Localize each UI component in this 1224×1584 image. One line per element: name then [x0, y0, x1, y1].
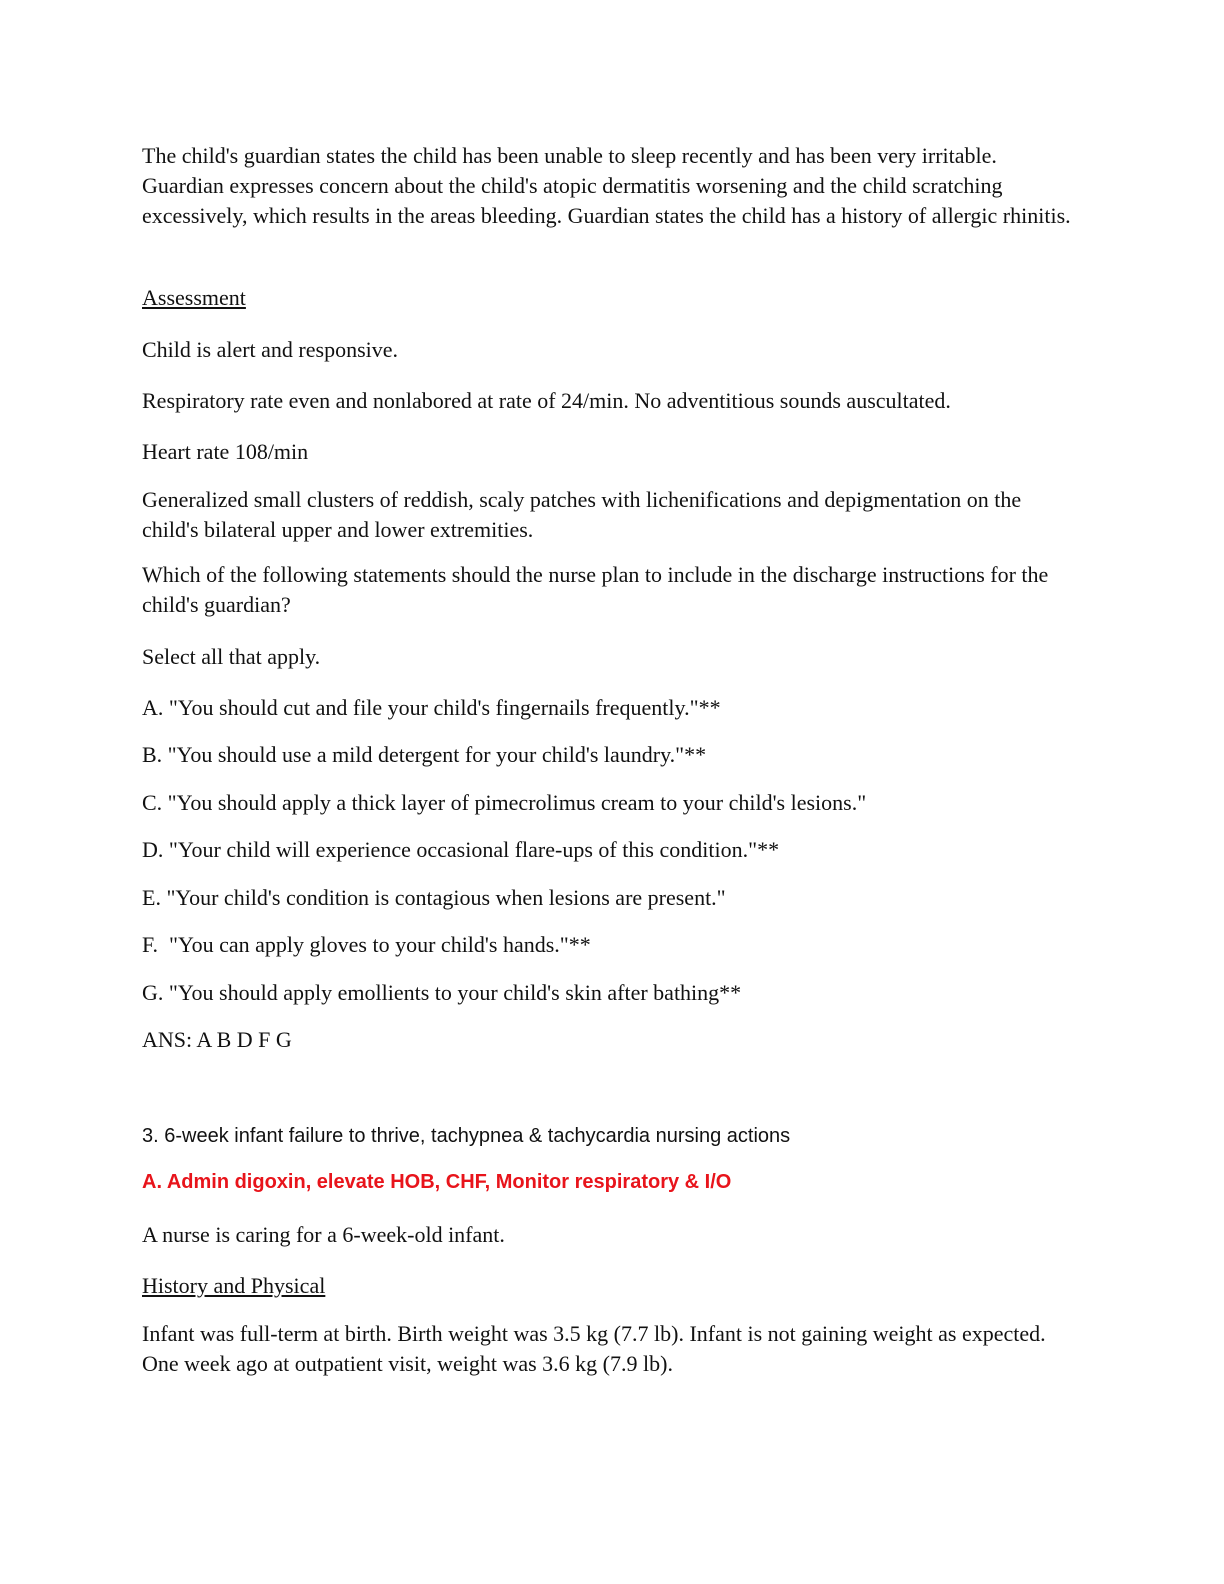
assessment-respiratory: Respiratory rate even and nonlabored at rate of 24/min. No adventitious sounds auscultated. [142, 388, 951, 413]
assessment-skin: Generalized small clusters of reddish, scaly patches with lichenifications and depigmentation on the child's bilateral upper and lower extremities. [142, 487, 1022, 542]
option-g: G. "You should apply emollients to your child's skin after bathing** [142, 980, 742, 1005]
answer-text: ANS: A B D F G [142, 1027, 292, 1052]
option-f: F. "You can apply gloves to your child's hands."** [142, 932, 591, 957]
option-c: C. "You should apply a thick layer of pimecrolimus cream to your child's lesions." [142, 790, 867, 815]
assessment-alert: Child is alert and responsive. [142, 337, 399, 362]
assessment-heading: Assessment [142, 285, 246, 310]
q3-answer: A. Admin digoxin, elevate HOB, CHF, Monitor respiratory & I/O [142, 1171, 732, 1193]
option-a: A. "You should cut and file your child's fingernails frequently."** [142, 695, 721, 720]
history-paragraph: Infant was full-term at birth. Birth weight was 3.5 kg (7.7 lb). Infant is not gaining weight as expected. One week ago at outpatient visit, weight was 3.6 kg (7.9 lb). [142, 1321, 1046, 1376]
option-b: B. "You should use a mild detergent for your child's laundry."** [142, 742, 707, 767]
history-heading: History and Physical [142, 1273, 326, 1298]
intro-paragraph: The child's guardian states the child has been unable to sleep recently and has been very irritable. Guardian expresses concern about the child's atopic dermatitis worsening and the child scratching excessively, which results in the areas bleeding. Guardian states the child has a history of allergic rhinitis. [142, 143, 1071, 228]
option-d: D. "Your child will experience occasional flare-ups of this condition."** [142, 837, 780, 862]
q3-title: 3. 6-week infant failure to thrive, tachypnea & tachycardia nursing actions [142, 1125, 791, 1147]
assessment-heart-rate: Heart rate 108/min [142, 439, 309, 464]
question-instruction: Select all that apply. [142, 644, 321, 669]
q3-scenario: A nurse is caring for a 6-week-old infant. [142, 1222, 505, 1247]
option-e: E. "Your child's condition is contagious when lesions are present." [142, 885, 726, 910]
question-text: Which of the following statements should the nurse plan to include in the discharge instructions for the child's guardian? [142, 562, 1049, 617]
